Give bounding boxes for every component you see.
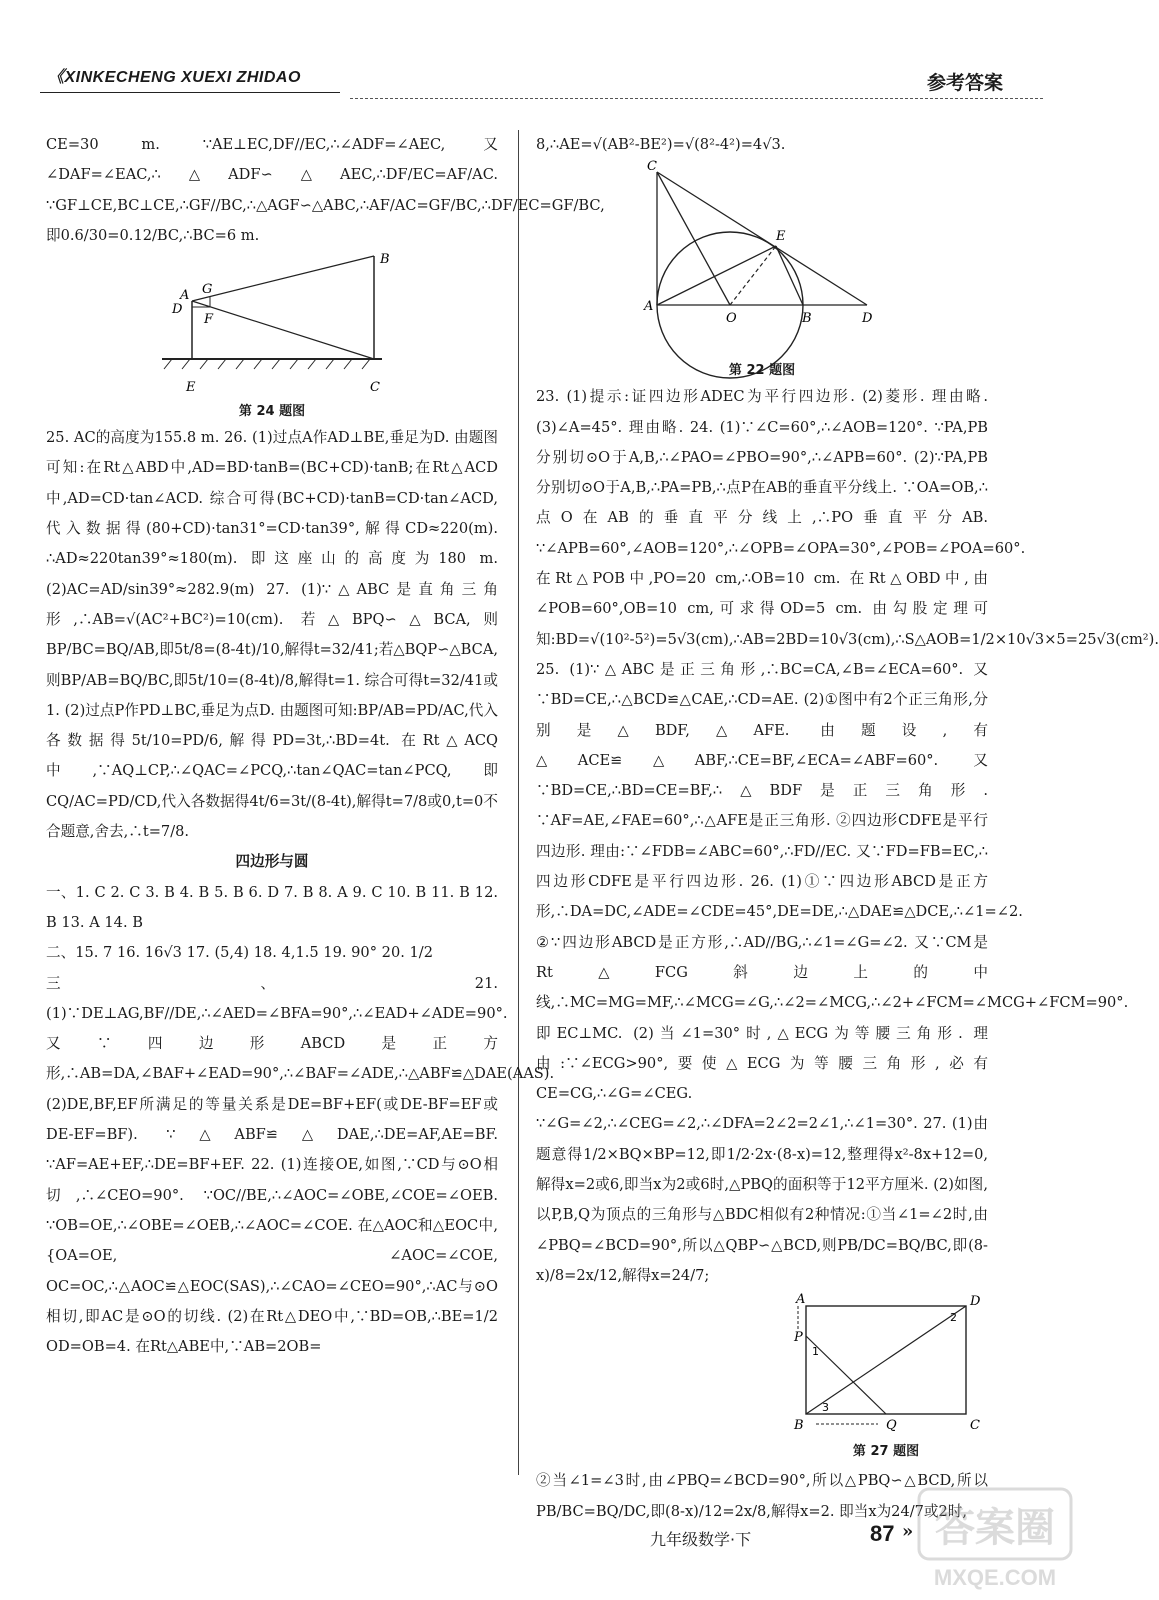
label-D: D (970, 1294, 981, 1310)
angle-1: 1 (812, 1345, 819, 1359)
answer-paragraph-23-27: 23. (1)提示:证四边形ADEC为平行四边形. (2)菱形. 理由略. (3)∠A=45°. 理由略. 24. (1)∵∠C=60°,∴∠AOB=120°. ∵PA,PB分别切⊙O于A,B,∴∠PAO=∠PBO=90°,∴∠APB=60°. (2)∵PA,PB分别切⊙O于A,B,∴PA=PB,∴点P在AB的垂直平分线上. ∵OA=OB,∴点O在AB的垂直平分线上,∴PO垂直平分AB. ∵∠APB=60°,∠AOB=120°,∴∠OPB=∠OPA=30°,∠POB=∠POA=60°. 在Rt△POB中,PO=20 cm,∴OB=10 cm. 在Rt△OBD中,由∠POB=60°,OB=10 cm,可求得OD=5 cm. 由勾股定理可知:BD=√(10²-5²)=5√3(cm),∴AB=2BD=10√3(cm),∴S△AOB=1/2×10√3×5=25√3(cm²). 25. (1)∵△ABC是正三角形,∴BC=CA,∠B=∠ECA=60°. 又∵BD=CE,∴△BCD≌△CAE,∴CD=AE. (2)①图中有2个正三角形,分别是△BDF,△AFE. 由题设,有△ACE≌△ABF,∴CE=BF,∠ECA=∠ABF=60°. 又∵BD=CE,∴BD=CE=BF,∴△BDF是正三角形. ∵AF=AE,∠FAE=60°,∴△AFE是正三角形. ②四边形CDFE是平行四边形. 理由:∵∠FDB=∠ABC=60°,∴FD//EC. 又∵FD=FB=EC,∴四边形CDFE是平行四边形. 26. (1)①∵四边形ABCD是正方形,∴DA=DC,∠ADE=∠CDE=45°,DE=DE,∴△DAE≌△DCE,∴∠1=∠2. ②∵四边形ABCD是正方形,∴AD//BG,∴∠1=∠G=∠2. 又∵CM是Rt△FCG斜边上的中线,∴MC=MG=MF,∴∠MCG=∠G,∴∠2=∠MCG,∴∠2+∠FCM=∠MCG+∠FCM=90°. 即EC⊥MC. (2)当∠1=30°时,△ECG为等腰三角形. 理由:∵∠ECG>90°,要使△ECG为等腰三角形,必有CE=CG,∴∠G=∠CEG. ∵∠G=∠2,∴∠CEG=∠2,∴∠DFA=2∠2=2∠1,∴∠1=30°. 27. (1)由题意得1/2×BQ×BP=12,即1/2·2x·(8-x)=12,整理得x²-8x+12=0,解得x=2或6,即当x为2或6时,△PBQ的面积等于12平方厘米. (2)如图,以P,B,Q为顶点的三角形与△BDC相似有2种情况:①当∠1=∠2时,由∠PBQ=∠BCD=90°,所以△QBP∽△BCD,则PB/DC=BQ/BC,即(8-x)/8=2x/12,解得x=24/7; (536, 388, 1159, 1284)
figure-24-caption: 第 24 题图 (238, 404, 306, 420)
angle-3: 3 (822, 1401, 829, 1415)
label-C: C (970, 1418, 980, 1434)
page-header (40, 50, 1043, 100)
label-F: F (204, 312, 214, 328)
figure-27 (786, 1291, 986, 1441)
figure-22 (642, 160, 882, 360)
choice-answers: 一、1. C 2. C 3. B 4. B 5. B 6. D 7. B 8. A 9. C 10. B 11. B 12. B 13. A 14. B (46, 883, 498, 931)
label-O: O (726, 311, 737, 327)
right-column (536, 130, 1159, 1527)
label-B: B (802, 311, 812, 327)
watermark-url: MXQE.COM (933, 1565, 1057, 1590)
figure-27-caption: 第 27 题图 (852, 1444, 920, 1460)
label-D: D (862, 311, 873, 327)
label-C: C (370, 380, 380, 396)
brand-logo: 《XINKECHENG XUEXI ZHIDAO (48, 69, 301, 86)
fill-answers: 二、15. 7 16. 16√3 17. (5,4) 18. 4,1.5 19. 90° 20. 1/2 (46, 944, 433, 962)
header-rule (40, 92, 340, 93)
label-A: A (180, 288, 190, 304)
figure-27-block (536, 1291, 988, 1466)
label-B: B (794, 1418, 804, 1434)
label-B: B (380, 252, 390, 268)
angle-2: 2 (950, 1311, 957, 1325)
page-number: 87 (870, 1521, 895, 1546)
figure-24 (142, 251, 402, 401)
label-E: E (776, 229, 786, 245)
label-E: E (186, 380, 196, 396)
label-A: A (796, 1292, 806, 1308)
page-title: 参考答案 (926, 72, 1003, 94)
label-D: D (172, 302, 183, 318)
left-column (46, 130, 605, 1362)
answer-paragraph-21-22: 三、21. (1)∵DE⊥AG,BF//DE,∴∠AED=∠BFA=90°,∴∠EAD+∠ADE=90°. 又∵四边形ABCD是正方形,∴AB=DA,∠BAF+∠EAD=90°,∴∠BAF=∠ADE,∴△ABF≌△DAE(AAS). (2)DE,BF,EF所满足的等量关系是DE=BF+EF(或DE-BF=EF或DE-EF=BF). ∵△ABF≌△DAE,∴DE=AF,AE=BF. ∵AF=AE+EF,∴DE=BF+EF. 22. (1)连接OE,如图,∵CD与⊙O相切,∴∠CEO=90°. ∵OC//BE,∴∠AOC=∠OBE,∠COE=∠OEB. ∵OB=OE,∴∠OBE=∠OEB,∴∠AOC=∠COE. 在△AOC和△EOC中,{OA=OE, ∠AOC=∠COE, OC=OC,∴△AOC≌△EOC(SAS),∴∠CAO=∠CEO=90°,∴AC与⊙O相切,即AC是⊙O的切线. (2)在Rt△DEO中,∵BD=OB,∴BE=1/2 OD=OB=4. 在Rt△ABE中,∵AB=2OB= (46, 974, 555, 1356)
answer-paragraph-22-cont: 8,∴AE=√(AB²-BE²)=√(8²-4²)=4√3. (536, 136, 786, 153)
figure-22-caption: 第 22 题图 (728, 363, 796, 379)
next-arrow-icon: » (902, 1521, 914, 1542)
watermark-logo (915, 1485, 1075, 1595)
label-P: P (794, 1330, 803, 1346)
section-title: 四边形与圆 (235, 853, 309, 871)
label-Q: Q (886, 1418, 897, 1434)
column-divider (518, 130, 519, 1475)
label-A: A (644, 299, 654, 315)
answer-paragraph-25-27: 25. AC的高度为155.8 m. 26. (1)过点A作AD⊥BE,垂足为D. 由题图可知:在Rt△ABD中,AD=BD·tanB=(BC+CD)·tanB;在Rt△ACD中,AD=CD·tan∠ACD. 综合可得(BC+CD)·tanB=CD·tan∠ACD,代入数据得(80+CD)·tan31°=CD·tan39°,解得CD≈220(m). ∴AD≈220tan39°≈180(m). 即这座山的高度为180 m. (2)AC=AD/sin39°≈282.9(m) 27. (1)∵△ABC是直角三角形,∴AB=√(AC²+BC²)=10(cm). 若△BPQ∽△BCA,则BP/BC=BQ/AB,即5t/8=(8-4t)/10,解得t=32/41;若△BQP∽△BCA,则BP/AB=BQ/BC,即5t/10=(8-4t)/8,解得t=1. 综合可得t=32/41或1. (2)过点P作PD⊥BC,垂足为点D. 由题图可知:BP/AB=PD/AC,代入各数据得5t/10=PD/6,解得PD=3t,∴BD=4t. 在Rt△ACQ中,∵AQ⊥CP,∴∠QAC=∠PCQ,∴tan∠QAC=tan∠PCQ,即CQ/AC=PD/CD,代入各数据得4t/6=3t/(8-4t),解得t=7/8或0,t=0不合题意,舍去,∴t=7/8. (46, 429, 498, 841)
header-dashed-rule (350, 98, 1043, 99)
answer-paragraph-24: CE=30 m. ∵AE⊥EC,DF//EC,∴∠ADF=∠AEC,又∠DAF=∠EAC,∴△ADF∽△AEC,∴DF/EC=AF/AC. ∵GF⊥CE,BC⊥CE,∴GF//BC,∴△AGF∽△ABC,∴AF/AC=GF/BC,∴DF/EC=GF/BC,即0.6/30=0.12/BC,∴BC=6 m. (46, 136, 605, 244)
watermark-text: 答案圈 (935, 1505, 1055, 1551)
label-C: C (647, 159, 657, 175)
label-G: G (202, 282, 213, 298)
grade-label: 九年级数学·下 (650, 1530, 752, 1549)
answer-paragraph-27-cont: ②当∠1=∠3时,由∠PBQ=∠BCD=90°,所以△PBQ∽△BCD,所以PB/BC=BQ/DC,即(8-x)/12=2x/8,解得x=2. 即当x为24/7或2时, (536, 1472, 988, 1520)
